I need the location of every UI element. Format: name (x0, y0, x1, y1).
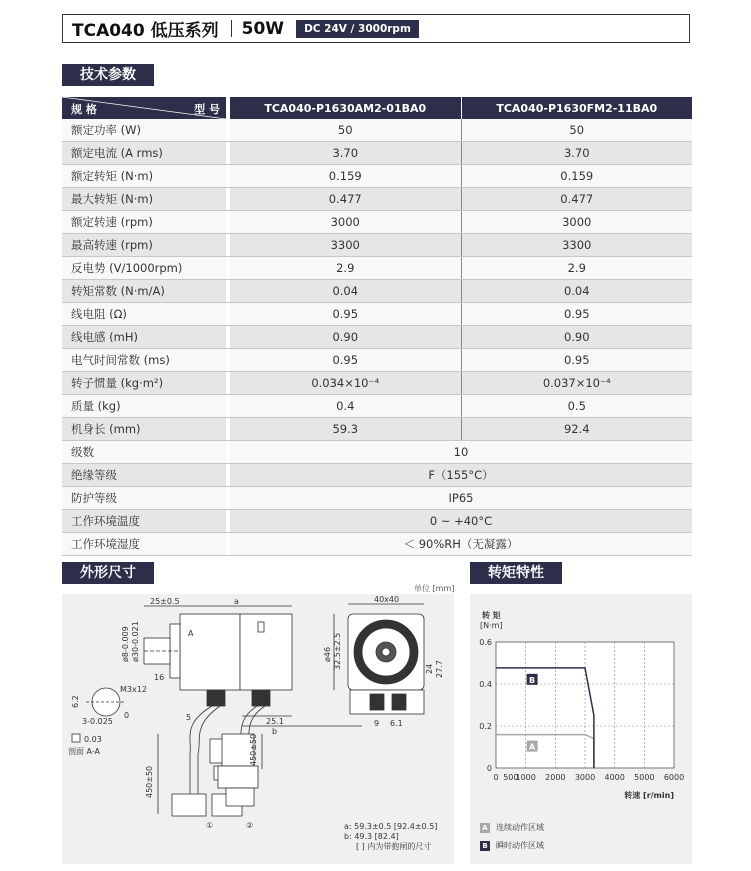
dim-m3x12: M3x12 (120, 685, 147, 694)
spec-value-model-1: 0.90 (230, 326, 461, 349)
spec-label: 工作环境湿度 (62, 533, 226, 556)
spec-value-model-2: 0.04 (461, 280, 692, 303)
spec-label: 机身长 (mm) (62, 418, 226, 441)
power-cable-exit (207, 690, 225, 706)
motor-body-rear (240, 614, 292, 690)
note-a: a: 59.3±0.5 [92.4±0.5] (344, 822, 438, 831)
spec-row-merged (62, 533, 692, 556)
motor-body-flange (180, 614, 240, 690)
x-axis-label: 转速 [r/min] (624, 791, 674, 800)
spec-row (62, 188, 692, 211)
dim-b: b (272, 727, 278, 736)
dim-6-1: 6.1 (390, 719, 403, 728)
spec-row (62, 326, 692, 349)
dim-8: ø8-0.009 (121, 626, 130, 662)
model-header-1: TCA040-P1630AM2-01BA0 (230, 97, 461, 119)
dim-3: 3-0.025 (82, 717, 113, 726)
header-divider (231, 20, 232, 37)
dim-16: 16 (154, 673, 165, 682)
spec-value-model-2: 0.95 (461, 349, 692, 372)
spec-row (62, 165, 692, 188)
legend-a (480, 822, 544, 833)
spec-table (62, 97, 692, 556)
encoder-cable-exit (252, 690, 270, 706)
spec-row-merged (62, 510, 692, 533)
spec-value-model-1: 0.159 (230, 165, 461, 188)
spec-value-model-2: 50 (461, 119, 692, 142)
corner-spec-label: 规 格 (71, 103, 97, 116)
cable-mark-1: ① (206, 821, 214, 830)
voltage-speed-badge: DC 24V ∕ 3000rpm (296, 20, 419, 38)
dim-40x40: 40x40 (374, 595, 400, 604)
spec-row (62, 119, 692, 142)
spec-table-header (62, 97, 692, 119)
spec-label: 额定电流 (A rms) (62, 142, 226, 165)
dim-32-5: 32.5±2.5 (333, 632, 342, 670)
x-tick-label: 2000 (545, 773, 566, 782)
spec-row (62, 142, 692, 165)
spec-value-model-1: 2.9 (230, 257, 461, 280)
spec-value-model-2: 3000 (461, 211, 692, 234)
dimension-section-title: 外形尺寸 (62, 562, 154, 584)
legend-b-text: 瞬时动作区域 (496, 841, 544, 850)
dim-24: 24 (425, 663, 434, 674)
dim-450-1: 450±50 (145, 765, 154, 798)
y-axis-label: 转 矩 (482, 611, 501, 620)
legend-b-swatch: B (480, 841, 490, 851)
flatness-value: 0.03 (84, 735, 102, 744)
front-connector-block (350, 690, 424, 714)
encoder-plug (218, 766, 258, 788)
spec-value-model-1: 50 (230, 119, 461, 142)
spec-label: 转子惯量 (kg·m²) (62, 372, 226, 395)
power-cable (190, 706, 212, 794)
x-tick-label: 6000 (663, 773, 685, 782)
spec-value-model-1: 0.477 (230, 188, 461, 211)
spec-corner-cell (62, 97, 226, 119)
spec-row (62, 395, 692, 418)
spec-value-model-2: 0.95 (461, 303, 692, 326)
front-connector-1 (370, 694, 384, 710)
x-tick-label: 500 (503, 773, 519, 782)
plot-area (496, 642, 674, 768)
x-tick-label: 3000 (574, 773, 596, 782)
spec-value-model-2: 0.477 (461, 188, 692, 211)
spec-label: 绝缘等级 (62, 464, 226, 487)
dim-25-1: 25.1 (266, 717, 284, 726)
connector-1 (172, 794, 206, 816)
spec-row-merged (62, 441, 692, 464)
spec-value-model-2: 0.5 (461, 395, 692, 418)
dimension-panel (62, 594, 454, 864)
legend-a-swatch: A (480, 823, 490, 833)
dim-9: 9 (374, 719, 380, 728)
spec-value-model-2: 0.159 (461, 165, 692, 188)
spec-value-model-1: 59.3 (230, 418, 461, 441)
dim-450-2: 450±50 (249, 733, 258, 766)
spec-label: 工作环境温度 (62, 510, 226, 533)
spec-label: 反电势 (V/1000rpm) (62, 257, 226, 280)
dim-27-7: 27.7 (435, 660, 444, 678)
front-shaft-center (382, 648, 390, 656)
x-tick-label: 5000 (634, 773, 655, 782)
spec-row (62, 349, 692, 372)
spec-row (62, 418, 692, 441)
legend-b (480, 840, 544, 851)
rear-bolt (258, 622, 264, 632)
dim-a-letter: A (188, 629, 194, 638)
spec-value-shared: 0 ~ +40°C (230, 510, 692, 533)
dim-6-2: 6.2 (71, 695, 80, 708)
spec-value-model-1: 3300 (230, 234, 461, 257)
spec-label: 线电感 (mH) (62, 326, 226, 349)
spec-row (62, 234, 692, 257)
x-tick-label: 0 (493, 773, 499, 782)
spec-row-merged (62, 487, 692, 510)
y-tick-label: 0.6 (479, 638, 492, 647)
spec-value-model-1: 0.04 (230, 280, 461, 303)
spec-row (62, 280, 692, 303)
y-tick-label: 0.4 (479, 680, 492, 689)
y-axis-unit: [N·m] (480, 621, 503, 630)
spec-row (62, 303, 692, 326)
spec-label: 额定转矩 (N·m) (62, 165, 226, 188)
cable-mark-2: ② (246, 821, 254, 830)
product-title: TCA040 低压系列 (72, 21, 219, 41)
spec-value-shared: F（155°C） (230, 464, 692, 487)
spec-value-model-2: 92.4 (461, 418, 692, 441)
spec-value-model-2: 2.9 (461, 257, 692, 280)
spec-label: 额定功率 (W) (62, 119, 226, 142)
spec-value-model-1: 0.034×10⁻⁴ (230, 372, 461, 395)
spec-label: 最高转速 (rpm) (62, 234, 226, 257)
spec-row (62, 372, 692, 395)
model-header-2: TCA040-P1630FM2-11BA0 (461, 97, 692, 119)
spec-value-model-2: 0.037×10⁻⁴ (461, 372, 692, 395)
torque-section-title: 转矩特性 (470, 562, 562, 584)
spec-row (62, 257, 692, 280)
dim-a: a (234, 597, 239, 606)
corner-model-label: 型 号 (194, 103, 220, 116)
torque-panel (470, 594, 692, 864)
dim-5: 5 (186, 713, 192, 722)
spec-section-title: 技术参数 (62, 64, 154, 86)
legend-a-text: 连续动作区域 (496, 823, 544, 832)
note-brake: [ ] 内为带抱闸的尺寸 (356, 842, 432, 851)
encoder-plug-2 (226, 788, 254, 806)
dimension-notes (344, 822, 437, 852)
spec-label: 质量 (kg) (62, 395, 226, 418)
spec-value-model-1: 0.95 (230, 349, 461, 372)
spec-value-model-1: 0.4 (230, 395, 461, 418)
spec-value-model-1: 3000 (230, 211, 461, 234)
dim-46: ø46 (323, 646, 332, 662)
y-tick-label: 0.2 (479, 722, 492, 731)
spec-value-model-2: 3300 (461, 234, 692, 257)
front-connector-2 (392, 694, 406, 710)
product-power: 50W (241, 18, 285, 39)
spec-row (62, 211, 692, 234)
spec-label: 电气时间常数 (ms) (62, 349, 226, 372)
product-header (62, 14, 690, 43)
dim-30: ø30-0.021 (131, 621, 140, 662)
spec-label: 额定转速 (rpm) (62, 211, 226, 234)
dim-0: 0 (124, 711, 130, 720)
spec-value-shared: IP65 (230, 487, 692, 510)
series-a-tag-label: A (528, 742, 536, 752)
spec-label: 转矩常数 (N·m/A) (62, 280, 226, 303)
spec-label: 级数 (62, 441, 226, 464)
spec-label: 线电阻 (Ω) (62, 303, 226, 326)
spec-value-model-1: 3.70 (230, 142, 461, 165)
spec-value-shared: 10 (230, 441, 692, 464)
x-tick-label: 4000 (604, 773, 625, 782)
spec-value-model-2: 0.90 (461, 326, 692, 349)
dim-25: 25±0.5 (150, 597, 180, 606)
x-tick-label: 1000 (515, 773, 536, 782)
spec-label: 最大转矩 (N·m) (62, 188, 226, 211)
spec-label: 防护等级 (62, 487, 226, 510)
series-b-tag-label: B (529, 675, 536, 685)
spec-value-model-1: 0.95 (230, 303, 461, 326)
spec-row-merged (62, 464, 692, 487)
spec-value-shared: ＜ 90%RH（无凝露） (230, 533, 692, 556)
section-label: 剖面 A-A (68, 747, 101, 756)
y-tick-label: 0 (486, 764, 492, 773)
note-b: b: 49.3 [82.4] (344, 832, 399, 841)
flatness-symbol (72, 734, 80, 742)
dimension-unit: 单位 [mm] (414, 584, 455, 593)
spec-value-model-2: 3.70 (461, 142, 692, 165)
